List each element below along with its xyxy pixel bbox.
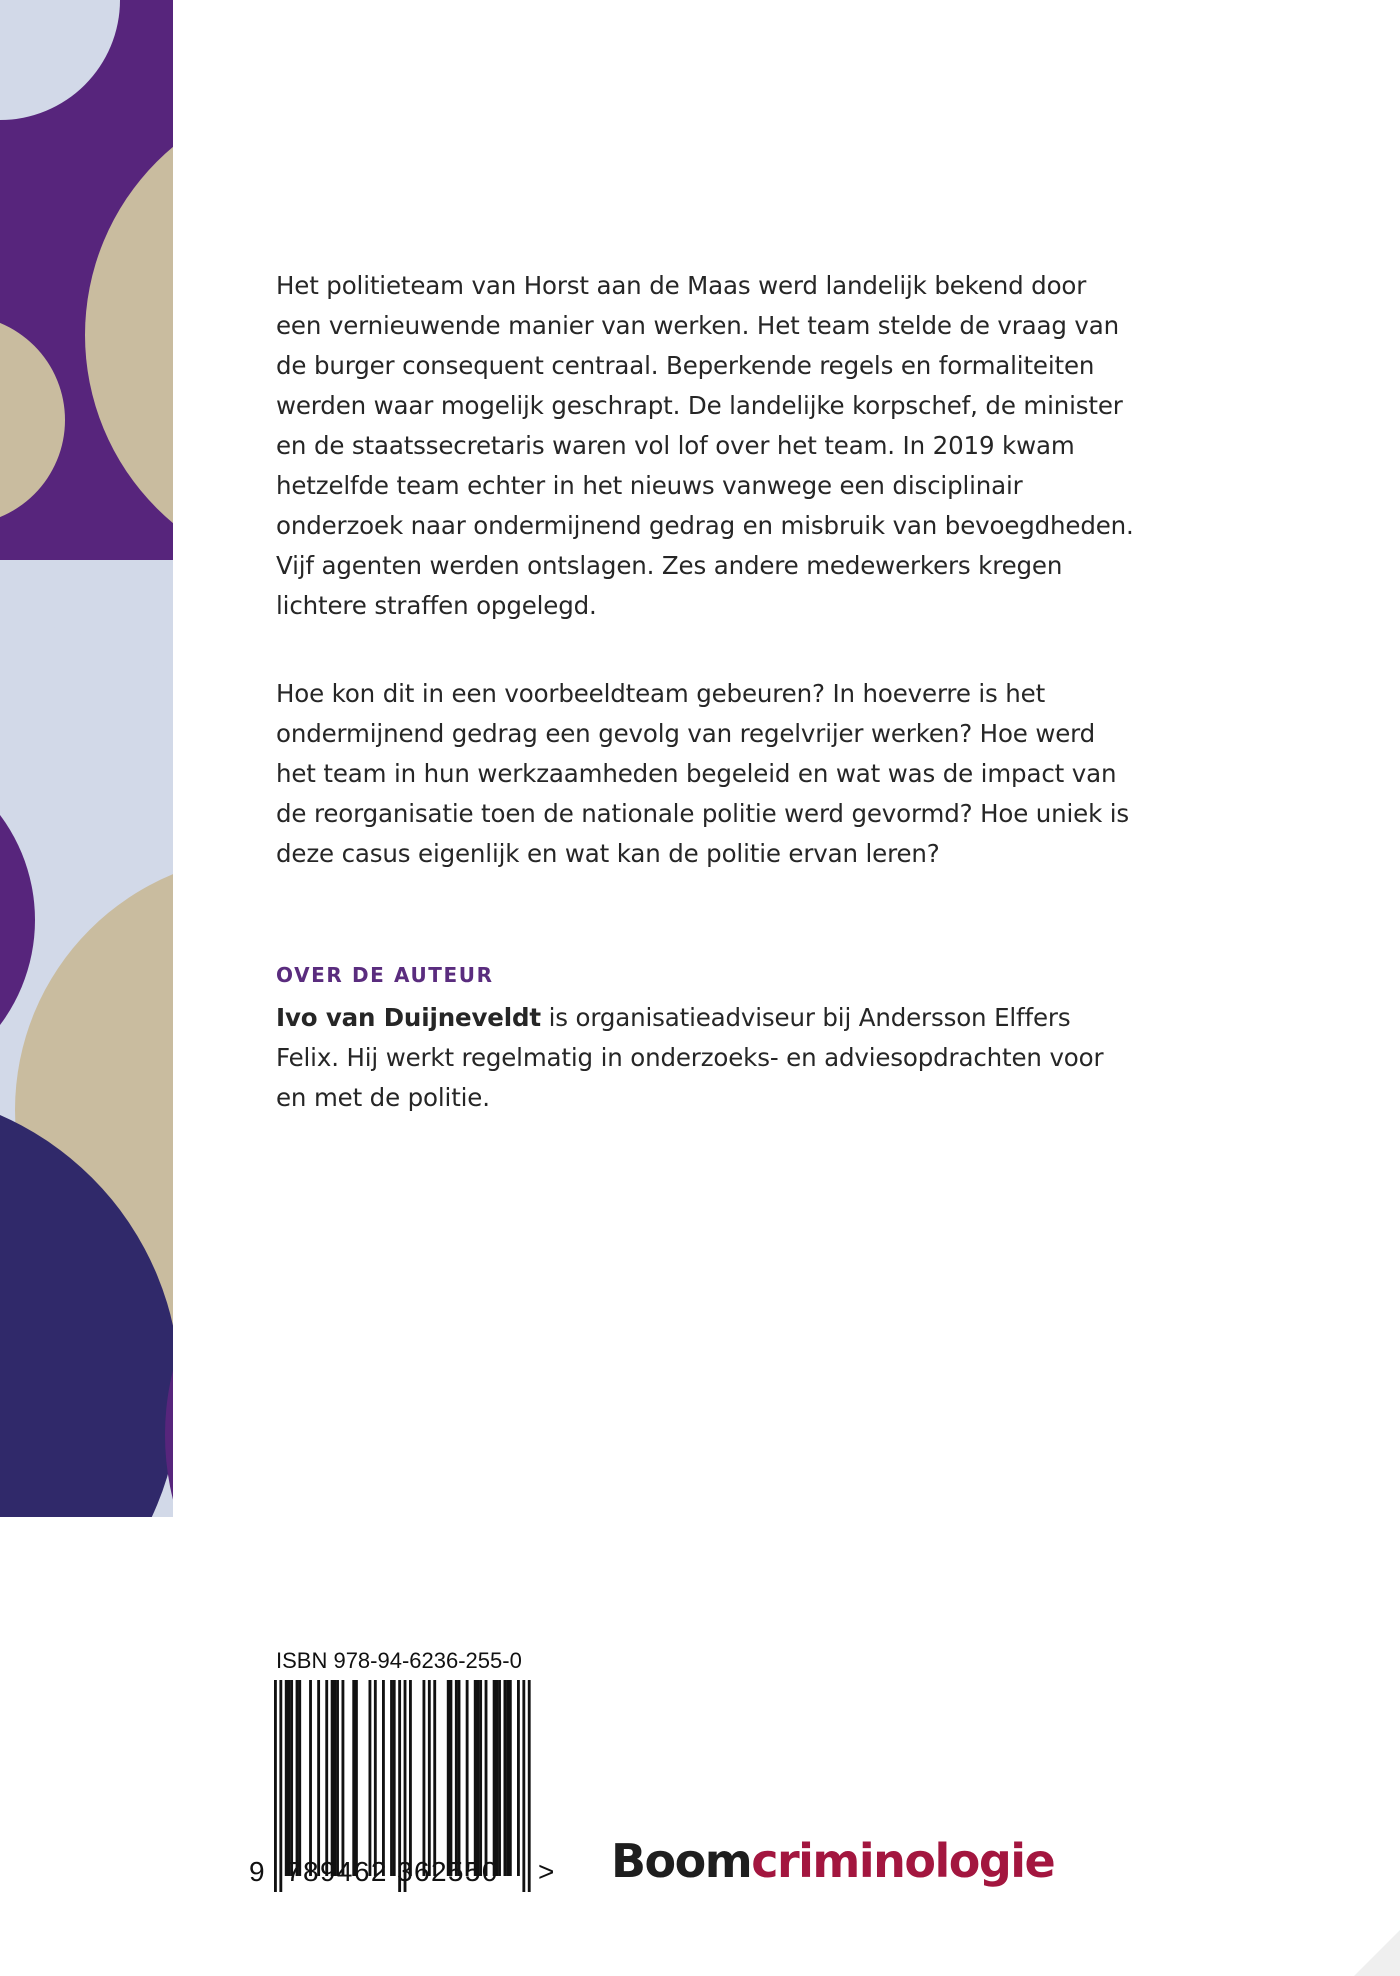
barcode-bar [485,1680,488,1876]
barcode-bar [309,1680,312,1876]
barcode-bar [342,1680,345,1876]
barcode-bar [522,1680,525,1892]
barcode-bar [498,1680,501,1876]
barcode-bar [331,1680,334,1876]
barcode-bar [285,1680,288,1876]
author-section-heading: OVER DE AUTEUR [276,963,494,987]
barcode-bar [333,1680,336,1876]
barcode-bar [450,1680,453,1876]
isbn-label: ISBN 978-94-6236-255-0 [276,1648,522,1673]
barcode-bar [279,1680,282,1892]
barcode-bar [495,1680,498,1876]
barcode-bar [390,1680,393,1876]
barcode-bar [325,1680,328,1876]
barcode-lead-digit: 9 [249,1856,265,1887]
barcode-bar [506,1680,509,1876]
barcode-bar [479,1680,482,1876]
barcode-bar [296,1680,299,1876]
barcode-bar [290,1680,293,1876]
author-bio-text: is organisatieadviseur bij Andersson Elffers Felix. Hij werkt regelmatig in onderzoeks- en adviesopdrachten voor en met de politie. [276,1003,1104,1112]
barcode-bar [288,1680,291,1876]
barcode-bar [509,1680,512,1876]
barcode-bar [423,1680,426,1876]
author-name: Ivo van Duijneveldt [276,1003,541,1032]
barcode-bar [447,1680,450,1876]
barcode-bar [274,1680,277,1892]
barcode-bar [474,1680,477,1876]
publisher-name-criminologie: criminologie [751,1834,1055,1888]
barcode-bar [466,1680,469,1876]
barcode-bar [374,1680,377,1876]
barcode-bar [517,1680,520,1876]
barcode-bar [477,1680,480,1876]
blurb-paragraph-2: Hoe kon dit in een voorbeeldteam gebeuren? In hoeverre is het ondermijnend gedrag een gevolg van regelvrijer werken? Hoe werd het team in hun werkzaamheden begeleid en wat was de impact van de reorganisatie toen de nationale politie werd gevormd? Hoe uniek is deze casus eigenlijk en wat kan de politie ervan leren? [276,679,1130,868]
barcode-bar [504,1680,507,1876]
barcode-bar [458,1680,461,1876]
barcode-bar [317,1680,320,1876]
barcode-bar [369,1680,372,1876]
barcode-bar [433,1680,436,1876]
publisher-logo [611,1834,1054,1888]
barcode-bar [352,1680,355,1876]
barcode-bar [298,1680,301,1876]
author-bio [276,998,1136,1118]
barcode-bar [409,1680,412,1876]
blurb-paragraph-1: Het politieteam van Horst aan de Maas werd landelijk bekend door een vernieuwende manier van werken. Het team stelde de vraag van de burger consequent centraal. Beperkende regels en formaliteiten werden waar mogelijk geschrapt. De landelijke korpschef, de minister en de staatssecretaris waren vol lof over het team. In 2019 kwam hetzelfde team echter in het nieuws vanwege een disciplinair onderzoek naar ondermijnend gedrag en misbruik van bevoegdheden. Vijf agenten werden ontslagen. Zes andere medewerkers kregen lichtere straffen opgelegd. [276,271,1134,620]
barcode-end-marker: > [538,1856,555,1887]
barcode-bar [393,1680,396,1876]
barcode-bar [382,1680,385,1876]
publisher-name-boom: Boom [611,1834,752,1888]
barcode-digits: 789462 362550 [286,1856,499,1887]
spine-decoration [0,0,173,1517]
barcode-bar [336,1680,339,1876]
barcode-bar [455,1680,458,1876]
barcode-bar [493,1680,496,1876]
barcode-bar [428,1680,431,1876]
barcode-bar [528,1680,531,1892]
barcode-bar [355,1680,358,1876]
